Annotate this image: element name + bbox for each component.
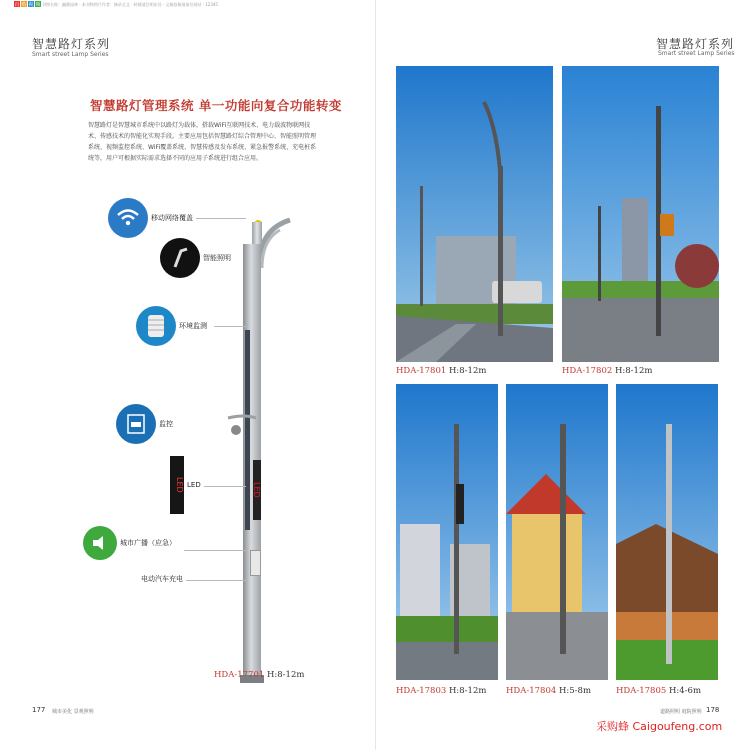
left-section-title: 智慧路灯系列 [32,37,111,51]
page-number-right: 178 [706,706,720,714]
led-screen-text: LED [175,477,184,493]
chip: 购 [21,1,27,8]
feature-label: 移动网络覆盖 [151,214,193,222]
feature-lighting [160,238,231,278]
chip: 视 [28,1,34,8]
feature-label: 城市广播（应急） [120,539,176,547]
publisher-chips [14,1,41,7]
leader-line [196,218,246,219]
feature-ev-charging [138,574,183,584]
left-section-subtitle: Smart street Lamp Series [32,51,109,58]
feature-label: 环境监测 [179,322,207,330]
lamp-head-icon [160,238,200,278]
leader-line [184,550,246,551]
watermark: 采购蜂 Caigoufeng.com [596,720,723,733]
product-photo [396,384,498,680]
feature-environment [136,306,207,346]
pole-led-screen: LED [253,460,261,520]
intro-paragraph: 智慧路灯是智慧城市系统中以路灯为载体，搭载WiFi互联网技术、电力载波物联网技术、传感技术的智能化实现手段。主要应用包括智慧路灯综合管理中心、智能照明管理系统、视频监控系统、WiFi覆盖系统、智慧传感及发布系统、紧急报警系统、充电桩系统等，用户可根据实际需求选择不同的应用子系统进行组合应用。 [88,122,317,162]
feature-surveillance [116,404,173,444]
feature-label: 电动汽车充电 [141,575,183,583]
product-photo [562,66,719,362]
right-section-title: 智慧路灯系列 [656,37,735,51]
model-caption [214,670,304,680]
footer-right: 道路照明 庭院照明 [660,709,702,715]
leader-line [204,486,246,487]
product-caption [506,686,591,696]
product-caption [396,366,486,376]
model-height: H:4-6m [668,686,702,696]
model-height: H:5-8m [558,686,592,696]
top-note: 刊物名称：幽静园林 · 本刊物图片作者：摘录全文 · 转载请注明出处 · 文稿投稿请前往网站 · 12345 [42,2,218,7]
page-headline: 智慧路灯管理系统 单一功能向复合功能转变 [90,98,342,113]
environment-sensor-icon [136,306,176,346]
model-number: HDA-17803 [396,686,447,696]
product-caption [616,686,701,696]
leader-line [186,580,246,581]
feature-led [170,456,201,514]
led-screen-icon [170,456,184,514]
surveillance-camera-icon [116,404,156,444]
feature-label: LED [187,481,201,489]
model-number: HDA-17805 [616,686,667,696]
product-photo [616,384,718,680]
leader-line [214,326,246,327]
feature-label: 智能照明 [203,254,231,262]
pole-arm-icon [228,210,308,270]
model-number: HDA-17802 [562,366,613,376]
model-number: HDA-17804 [506,686,557,696]
right-section-subtitle: Smart street Lamp Series [658,50,735,57]
model-height: H:8-12m [448,686,487,696]
model-number: HDA-17801 [396,366,447,376]
chip: 百 [14,1,20,8]
product-caption [562,366,652,376]
feature-broadcast [83,526,176,560]
model-height: H:8-12m [266,670,305,680]
chip: 频 [35,1,41,8]
footer-left: 城市美化 景观照明 [52,709,94,715]
product-photo [506,384,608,680]
wifi-icon [108,198,148,238]
pole-top [252,222,262,246]
page-gutter [375,0,376,750]
pole-charger [250,550,261,576]
feature-wifi [108,198,193,238]
product-photo [396,66,553,362]
speaker-icon [83,526,117,560]
model-height: H:8-12m [448,366,487,376]
model-height: H:8-12m [614,366,653,376]
feature-label: 监控 [159,420,173,428]
product-caption [396,686,486,696]
camera-arm-icon [224,412,258,440]
model-number: HDA-17701 [214,670,265,680]
page-number-left: 177 [32,706,46,714]
